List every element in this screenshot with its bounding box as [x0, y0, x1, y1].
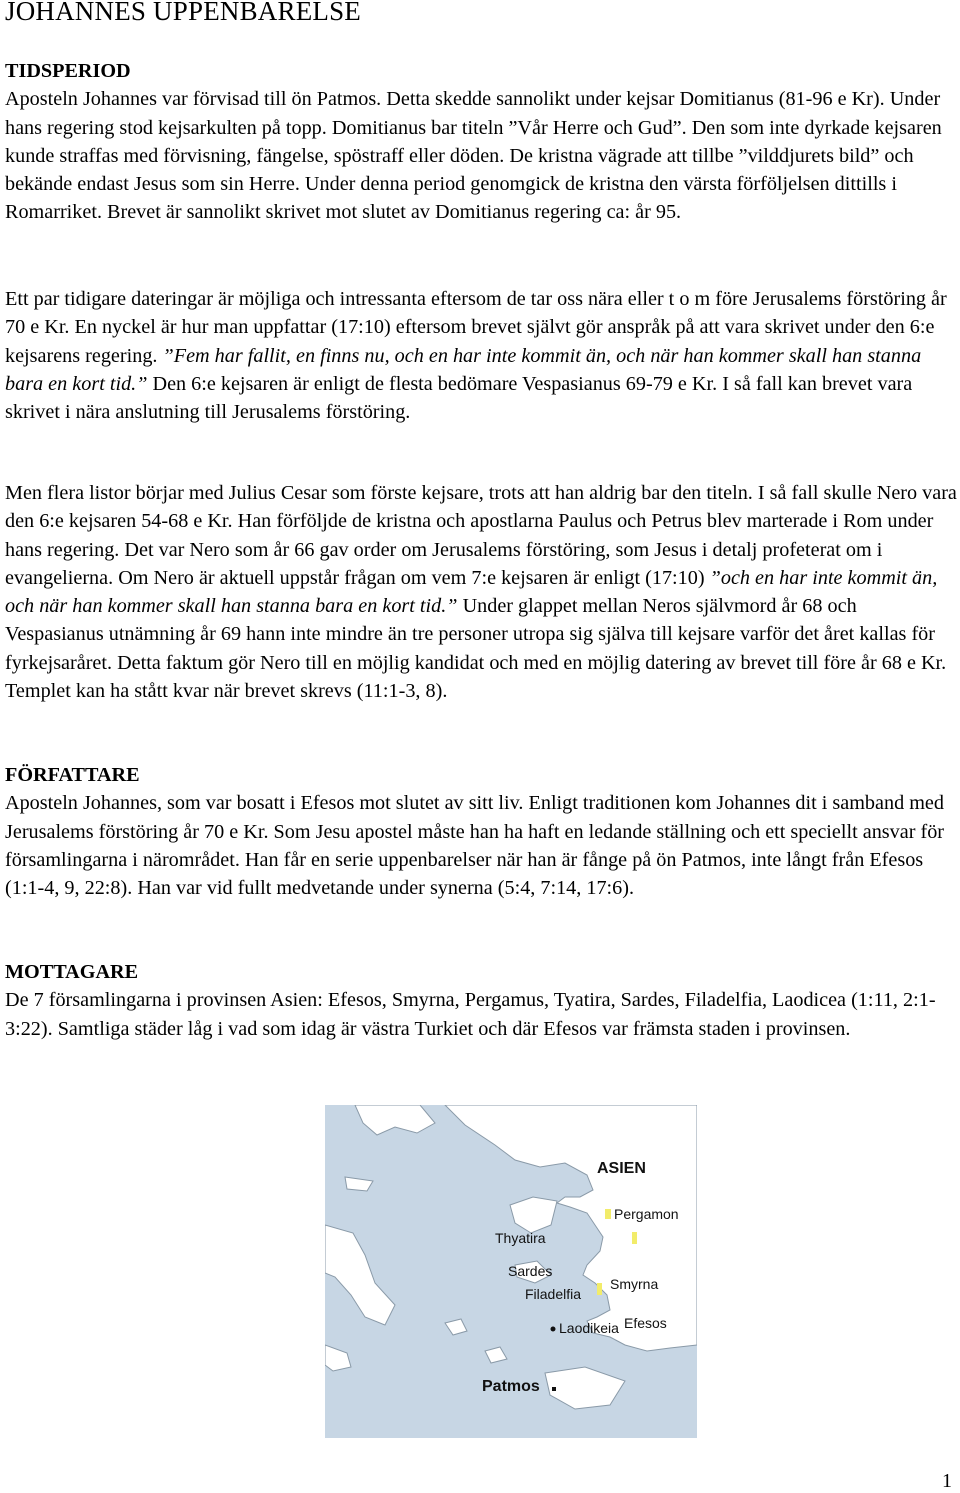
paragraph-text: Den 6:e kejsaren är enligt de flesta bedömare Vespasianus 69-79 e Kr. I så fall kan brevet vara skrivet i nära anslutning till Jerusalems förstöring.: [5, 372, 913, 424]
section-mottagare: [5, 958, 957, 1043]
map-label-city: Patmos: [482, 1378, 540, 1395]
map-image: [325, 1105, 697, 1438]
map-label-city: Sardes: [508, 1263, 553, 1279]
paragraph: [5, 479, 957, 705]
paragraph: Aposteln Johannes var förvisad till ön Patmos. Detta skedde sannolikt under kejsar Domitianus (81-96 e Kr). Under hans regering stod kejsarkulten på topp. Domitianus bar titeln ”Vår Herre och Gud”. Den som inte dyrkade kejsaren kunde straffas med förvisning, fängelse, spöstraff eller döden. De kristna vägrade att tillbe ”vilddjurets bild” och bekände endast Jesus som sin Herre. Under denna period genomgick de kristna den värsta förföljelsen dittills i Romarriket. Brevet är sannolikt skrivet mot slutet av Domitianus regering ca: år 95.: [5, 88, 942, 224]
paragraph: [5, 285, 957, 426]
city-marker: [552, 1387, 556, 1391]
city-marker: [632, 1232, 637, 1244]
map-label-city: Efesos: [624, 1315, 667, 1331]
city-marker: [597, 1283, 602, 1295]
section-heading: MOTTAGARE: [5, 961, 139, 983]
city-marker: [551, 1327, 556, 1332]
section-forfattare: [5, 761, 957, 902]
map-label-city: Pergamon: [614, 1206, 679, 1222]
section-tidsperiod: [5, 57, 957, 227]
quote-text: ”och en har inte kommit än, och när han kommer skall han stanna bara en kort tid.”: [5, 566, 938, 618]
quote-text: ”Fem har fallit, en finns nu, och en har inte kommit än, och när han kommer skall han stanna bara en kort tid.”: [5, 344, 922, 395]
paragraph-text: Under glappet mellan Neros självmord år 68 och Vespasianus utnämning år 69 hann inte mindre än tre personer utropa sig själva till kejsare varför det året kallas för fyrkejsaråret. Detta faktum gör Nero till en möjlig kandidat och med en möjlig datering av brevet till före år 68 e Kr. Templet kan ha stått kvar när brevet skrevs (11:1-3, 8).: [5, 595, 947, 703]
map-label-city: Laodikeia: [559, 1320, 619, 1336]
section-heading: FÖRFATTARE: [5, 764, 140, 786]
section-heading: TIDSPERIOD: [5, 60, 131, 82]
paragraph-text: Men flera listor börjar med Julius Cesar som förste kejsare, trots att han aldrig bar den titeln. I så fall skulle Nero vara den 6:e kejsaren 54-68 e Kr. Han förföljde de kristna och apostlarna Paulus och Petrus blev marterade i Rom under hans regering. Det var Nero som år 66 gav order om Jerusalems förstöring, som Jesus i detalj profeterat om i evangelierna. Om Nero är aktuell uppstår frågan om vem 7:e kejsaren är enligt (17:10): [5, 482, 957, 589]
map-label-city: Thyatira: [495, 1230, 546, 1246]
city-marker: [605, 1209, 611, 1219]
document-title: JOHANNES UPPENBARELSE: [5, 0, 361, 26]
map-label-city: Filadelfia: [525, 1286, 582, 1302]
map-label-city: Smyrna: [610, 1276, 659, 1292]
map-label-region: ASIEN: [597, 1160, 646, 1177]
paragraph: Aposteln Johannes, som var bosatt i Efesos mot slutet av sitt liv. Enligt traditionen kom Johannes dit i samband med Jerusalems förstöring år 70 e Kr. Som Jesu apostel måste han ha haft en ledande ställning och ett speciellt ansvar för församlingarna i närområdet. Han får en serie uppenbarelser när han är fånge på ön Patmos, inte långt från Efesos (1:1-4, 9, 22:8). Han var vid fullt medvetande under synerna (5:4, 7:14, 17:6).: [5, 792, 945, 900]
page-number: 1: [942, 1470, 952, 1492]
paragraph-dating: [5, 285, 957, 426]
paragraph: De 7 församlingarna i provinsen Asien: Efesos, Smyrna, Pergamus, Tyatira, Sardes, Filadelfia, Laodicea (1:11, 2:1-3:22). Samtliga städer låg i vad som idag är västra Turkiet och där Efesos var främsta staden i provinsen.: [5, 989, 936, 1040]
paragraph-nero: [5, 479, 957, 705]
paragraph-text: Ett par tidigare dateringar är möjliga och intressanta eftersom de tar oss nära eller t o m före Jerusalems förstöring år 70 e Kr. En nyckel är hur man uppfattar (17:10) eftersom brevet självt gör anspråk på att vara skrivet under den 6:e kejsarens regering.: [5, 288, 947, 367]
